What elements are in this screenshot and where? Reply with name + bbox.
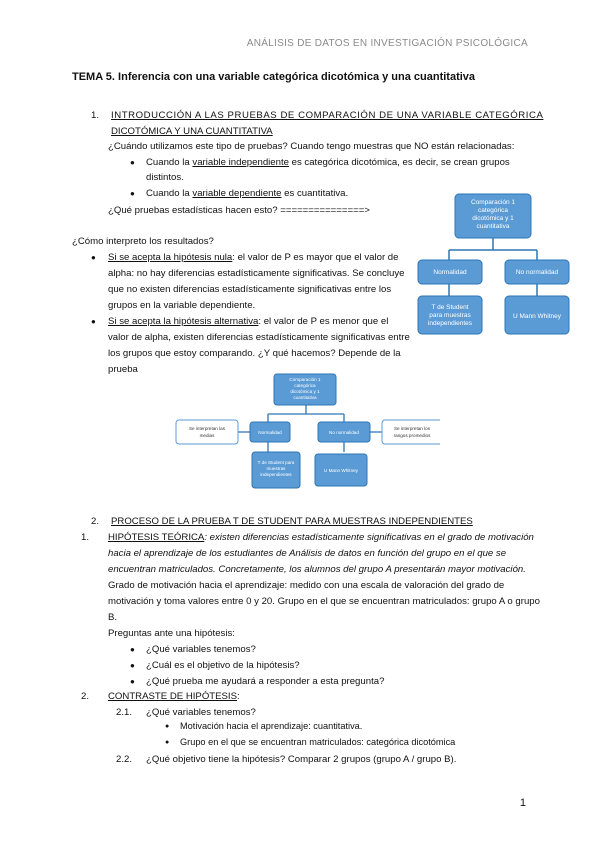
diagram-t-student-label: independientes	[260, 472, 292, 477]
diagram-root-text: dicotómica y 1	[290, 389, 320, 394]
underlined-term: HIPÓTESIS TEÓRICA	[108, 532, 205, 543]
section1-heading-line2: DICOTÓMICA Y UNA CUANTITATIVA	[111, 126, 273, 137]
diagram-t-student-label: T de Student para	[257, 460, 295, 465]
bullet-text: es categórica dicotómica, es decir, se crean grupos	[288, 157, 510, 168]
diagram-interpret-means-label: Se interpretan las	[188, 426, 226, 431]
section1-number: 1.	[91, 110, 100, 121]
underlined-term: Si se acepta la hipótesis nula	[108, 252, 233, 263]
section2-heading: PROCESO DE LA PRUEBA T DE STUDENT PARA MUESTRAS INDEPENDIENTES	[111, 516, 473, 527]
bullet-icon: ●	[165, 739, 170, 746]
diagram-interpret-ranks-box	[382, 420, 440, 444]
alt-hypothesis-line1	[108, 314, 388, 330]
contrast-heading	[108, 691, 240, 702]
diagram-root-text: cuantitativa	[293, 395, 317, 400]
alt-hypothesis-line3: los grupos que estoy comparando. ¿Y qué hacemos? Depende de la	[108, 348, 401, 359]
question-test: ¿Qué prueba me ayudará a responder a esta pregunta?	[146, 676, 385, 687]
paragraph-text: : existen diferencias estadísticamente significativas en el grado de motivación	[204, 532, 534, 543]
underlined-term: variable dependiente	[192, 188, 282, 199]
null-hypothesis-line1	[108, 250, 398, 266]
null-hypothesis-line3: que no existen diferencias estadísticamente significativas entre los	[108, 284, 392, 295]
null-hypothesis-line4: grupos en la variable dependiente.	[108, 300, 256, 311]
section1-heading-line1: INTRODUCCIÓN A LAS PRUEBAS DE COMPARACIÓN DE UNA VARIABLE CATEGÓRICA	[111, 110, 544, 121]
hypothesis-number: 1.	[81, 532, 90, 543]
bullet-text: Cuando la	[146, 157, 193, 168]
section1-question2: ¿Qué pruebas estadísticas hacen esto? ===============>	[108, 205, 370, 216]
question-objective: ¿Cuál es el objetivo de la hipótesis?	[146, 660, 300, 671]
diagram-mann-whitney-label: U Mann Whitney	[512, 313, 562, 320]
diagram-root-text: Comparación 1	[289, 377, 321, 382]
diagram-interpret-means-box	[176, 420, 238, 444]
paragraph-text: : el valor de P es mayor que el valor de	[232, 252, 399, 263]
diagram-root-text: cuantitativa	[476, 223, 510, 230]
bullet-icon: ●	[130, 189, 135, 198]
bullet-text: Cuando la	[146, 188, 193, 199]
bullet-icon: ●	[130, 677, 135, 686]
questions-heading: Preguntas ante una hipótesis:	[108, 628, 235, 639]
hypothesis-line3: encuentran matriculados. Concretamente, los alumnos del grupo A presentarán mayor motivación.	[108, 564, 526, 575]
variable-motivation: Motivación hacia el aprendizaje: cuantitativa.	[180, 721, 363, 731]
bullet-icon: ●	[91, 317, 96, 326]
interpretation-diagram	[170, 370, 440, 500]
diagram-root-text: categórica	[294, 383, 316, 388]
hypothesis-line1	[108, 530, 534, 546]
hypothesis-line6: B.	[108, 612, 118, 623]
hypothesis-line5: motivación y toma valores entre 0 y 20. Grupo en el que se encuentran matriculados: grupo A o grupo	[108, 596, 540, 607]
diagram-interpret-ranks-label: Se interpretan los	[393, 426, 431, 431]
interpret-question: ¿Cómo interpreto los resultados?	[72, 236, 214, 247]
section1-question1: ¿Cuándo utilizamos este tipo de pruebas? Cuando tengo muestras que NO están relacionadas:	[108, 141, 515, 152]
subsection-2-2-number: 2.2.	[116, 754, 133, 765]
diagram-normality-label: Normalidad	[258, 430, 282, 435]
alt-hypothesis-line4: prueba	[108, 364, 138, 375]
underlined-term: Si se acepta la hipótesis alternativa	[108, 316, 259, 327]
bullet-icon: ●	[165, 723, 170, 730]
hypothesis-line2: hacia el aprendizaje de los estudiantes de Análisis de datos en función del grupo en el que se	[108, 548, 507, 559]
diagram-root-text: dicotómica y 1	[472, 215, 514, 222]
page-title: TEMA 5. Inferencia con una variable categórica dicotómica y una cuantitativa	[72, 71, 476, 83]
subsection-2-2-text: ¿Qué objetivo tiene la hipótesis? Comparar 2 grupos (grupo A / grupo B).	[146, 754, 457, 765]
subsection-2-1-text: ¿Qué variables tenemos?	[146, 707, 256, 718]
paragraph-text: : el valor de P es menor que el	[258, 316, 389, 327]
paragraph-text: :	[237, 691, 240, 702]
connector-lines	[268, 405, 344, 422]
bullet-icon: ●	[130, 158, 135, 167]
null-hypothesis-line2: alpha: no hay diferencias estadísticamente significativas. Se concluye	[108, 268, 405, 279]
page-number: 1	[519, 797, 526, 809]
diagram-interpret-means-label: medias	[199, 433, 215, 438]
underlined-term: CONTRASTE DE HIPÓTESIS	[108, 691, 238, 702]
diagram-root-text: categórica	[478, 207, 508, 214]
bullet-icon: ●	[130, 645, 135, 654]
bullet-continuation: distintos.	[146, 172, 184, 183]
diagram-non-normality-label: No normalidad	[329, 430, 359, 435]
bullet-independent-variable	[146, 157, 526, 168]
contrast-number: 2.	[81, 691, 90, 702]
bullet-text: es cuantitativa.	[281, 188, 349, 199]
running-header: ANÁLISIS DE DATOS EN INVESTIGACIÓN PSICOLÓGICA	[246, 38, 528, 49]
diagram-non-normality-label: No normalidad	[515, 269, 559, 276]
diagram-t-student-label: T de Student	[431, 304, 469, 311]
diagram-t-student-label: muestras	[266, 466, 286, 471]
bullet-icon: ●	[91, 253, 96, 262]
diagram-t-student-label: para muestras	[429, 312, 471, 319]
test-selection-diagram	[413, 188, 573, 348]
variable-group: Grupo en el que se encuentran matriculados: categórica dicotómica	[180, 737, 456, 747]
bullet-icon: ●	[130, 661, 135, 670]
diagram-mann-whitney-label: U Mann Whitney	[324, 468, 358, 473]
diagram-t-student-label: independientes	[427, 320, 473, 327]
section2-number: 2.	[91, 516, 100, 527]
question-variables: ¿Qué variables tenemos?	[146, 644, 256, 655]
bullet-dependent-variable	[146, 188, 348, 199]
subsection-2-1-number: 2.1.	[116, 707, 133, 718]
diagram-normality-label: Normalidad	[433, 269, 467, 276]
underlined-term: variable independiente	[192, 157, 289, 168]
connector-lines	[449, 284, 537, 296]
diagram-root-text: Comparación 1	[470, 199, 516, 206]
diagram-interpret-ranks-label: rangos promedios	[393, 433, 431, 438]
hypothesis-line4: Grado de motivación hacia el aprendizaje: medido con una escala de valoración del grado de	[108, 580, 505, 591]
connector-lines	[449, 238, 537, 260]
alt-hypothesis-line2: valor de alpha, existen diferencias estadísticamente significativas entre	[108, 332, 410, 343]
connector-lines	[268, 442, 344, 452]
